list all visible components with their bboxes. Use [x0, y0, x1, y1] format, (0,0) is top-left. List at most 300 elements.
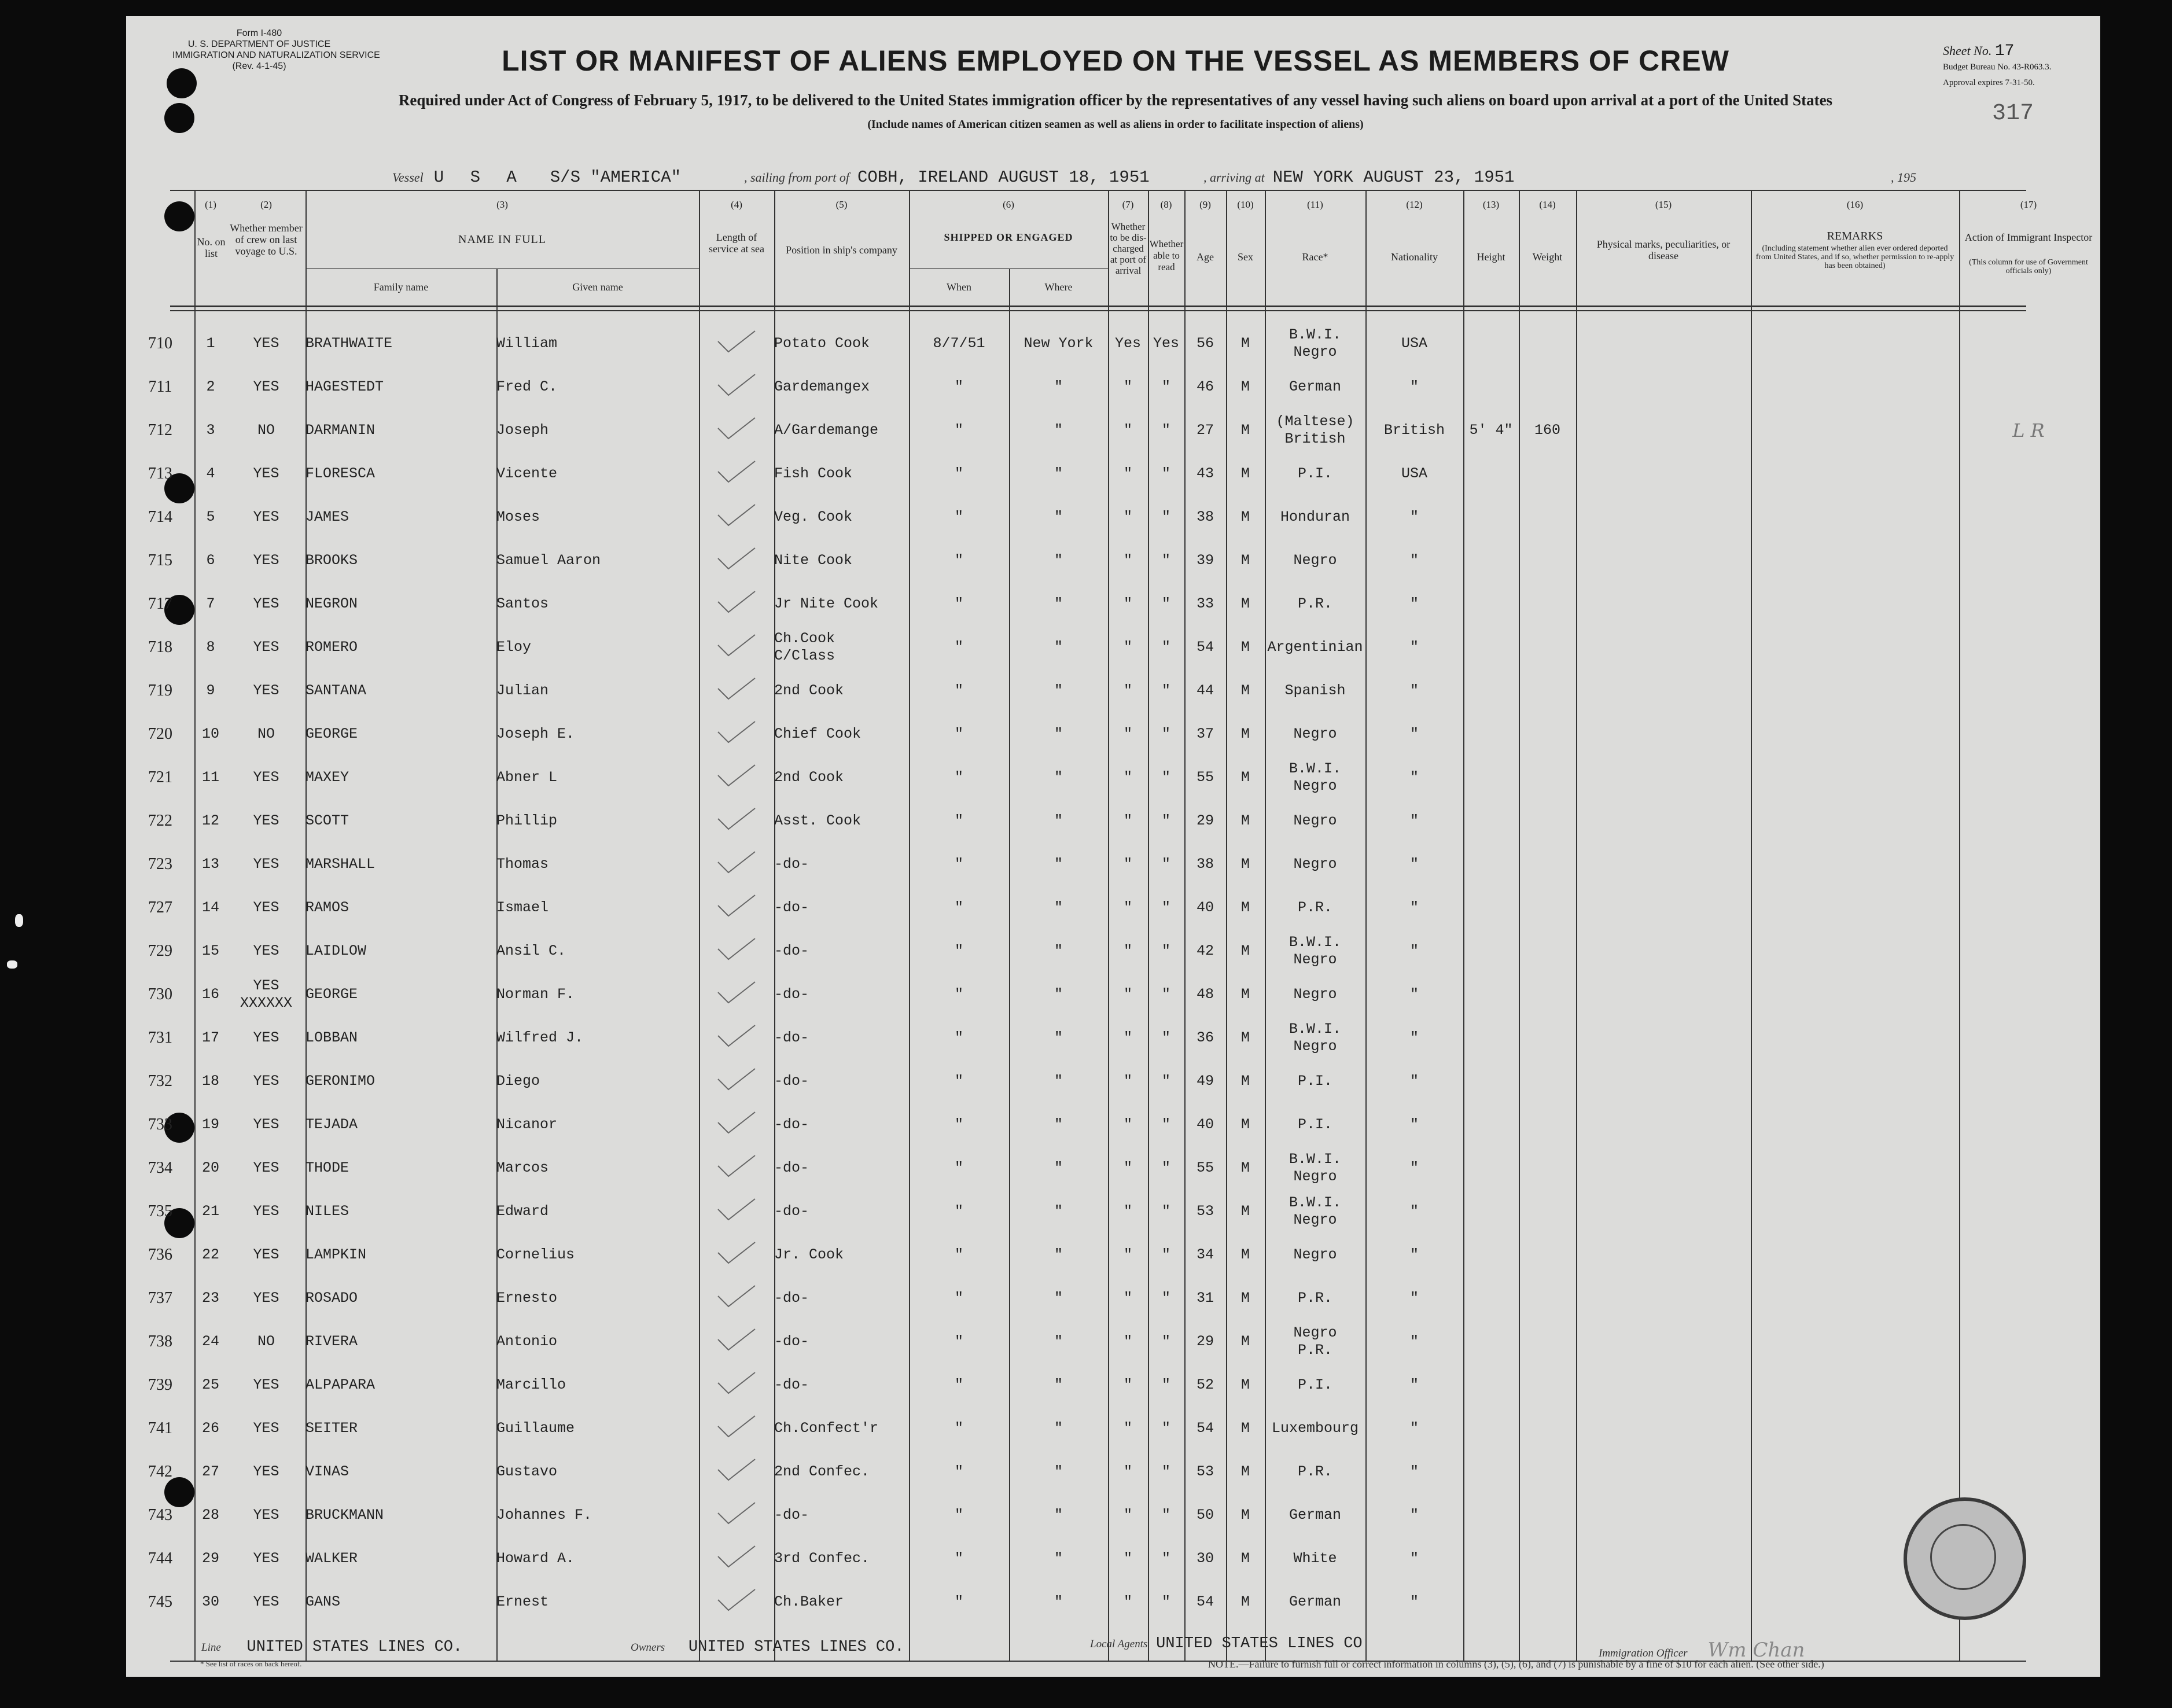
given-name: Wilfred J. — [496, 1029, 584, 1046]
when-shipped: " — [954, 1290, 963, 1306]
prev-voyage: YES — [253, 1029, 279, 1046]
where-shipped-cell — [1009, 408, 1108, 452]
inspector-action-cell — [1959, 886, 2098, 929]
weight-cell — [1519, 1276, 1576, 1320]
race: B.W.I. Negro — [1289, 1194, 1341, 1228]
nationality-cell — [1365, 1493, 1463, 1537]
service-check-cell — [699, 1450, 774, 1493]
form-identifier: Form I-480 U. S. DEPARTMENT OF JUSTICE IMMIGRATION AND NATURALIZATION SERVICE (Rev. 4-1-45) — [172, 28, 380, 71]
able-to-read: " — [1161, 595, 1170, 612]
able-to-read: " — [1161, 1463, 1170, 1480]
table-row — [126, 1059, 2098, 1103]
nationality: British — [1383, 422, 1445, 439]
sex: M — [1240, 1159, 1250, 1176]
sex-cell — [1226, 1580, 1265, 1624]
when-shipped-cell — [909, 1233, 1009, 1276]
position: -do- — [774, 1376, 809, 1393]
family-name: FLORESCA — [305, 465, 376, 482]
when-shipped: " — [954, 1507, 963, 1523]
prev-voyage: YES — [253, 899, 279, 916]
col-1-header: No. on list — [197, 236, 226, 259]
able-to-read-cell — [1148, 669, 1184, 712]
position: Gardemangex — [774, 378, 870, 395]
discharged: " — [1123, 726, 1132, 742]
prev-voyage-cell — [227, 842, 305, 886]
age: 40 — [1196, 1116, 1214, 1133]
height-cell — [1463, 539, 1519, 582]
where-shipped: " — [1054, 812, 1063, 829]
family-name-cell — [305, 582, 496, 625]
discharged: " — [1123, 378, 1132, 395]
inspector-action-cell — [1959, 625, 2098, 669]
list-number-cell — [194, 539, 227, 582]
given-name-cell — [496, 973, 699, 1016]
where-shipped: " — [1054, 986, 1063, 1003]
position: Ch.Cook C/Class — [774, 630, 835, 664]
where-shipped: " — [1054, 943, 1063, 959]
list-number: 2 — [206, 378, 215, 395]
discharged: " — [1123, 1116, 1132, 1133]
service-check-cell — [699, 1320, 774, 1363]
service-check-cell — [699, 1537, 774, 1580]
col-13-header: Height — [1477, 251, 1505, 263]
where-shipped-cell — [1009, 1146, 1108, 1190]
family-name: MARSHALL — [305, 856, 376, 873]
check-mark-icon — [716, 806, 757, 831]
table-row — [126, 799, 2098, 842]
discharged-cell — [1108, 799, 1148, 842]
age-cell — [1184, 495, 1226, 539]
when-shipped: " — [954, 1116, 963, 1133]
list-number: 17 — [201, 1029, 219, 1046]
list-number: 29 — [201, 1550, 219, 1567]
nationality-cell — [1365, 886, 1463, 929]
list-number: 3 — [206, 422, 215, 439]
discharged-cell — [1108, 582, 1148, 625]
age-cell — [1184, 365, 1226, 408]
position: -do- — [774, 1290, 809, 1306]
check-mark-icon — [716, 1023, 757, 1048]
physical-marks-cell — [1576, 495, 1751, 539]
ref-number-cell — [126, 1363, 194, 1407]
inspector-action-cell — [1959, 582, 2098, 625]
check-mark-icon — [716, 763, 757, 788]
prev-voyage: YES — [253, 509, 279, 525]
nationality-cell — [1365, 1103, 1463, 1146]
race-cell — [1265, 1407, 1365, 1450]
ref-number: 727 — [148, 898, 172, 916]
ref-number: 737 — [148, 1289, 172, 1307]
table-row — [126, 1146, 2098, 1190]
position-cell — [774, 756, 909, 799]
col-1-number: (1) — [205, 199, 216, 210]
position-cell — [774, 1016, 909, 1059]
when-shipped-cell — [909, 452, 1009, 495]
nationality-cell — [1365, 712, 1463, 756]
remarks-cell — [1751, 842, 1959, 886]
when-shipped-cell — [909, 1059, 1009, 1103]
age-cell — [1184, 408, 1226, 452]
weight-cell — [1519, 1233, 1576, 1276]
where-shipped: " — [1054, 552, 1063, 569]
race-cell — [1265, 1233, 1365, 1276]
table-row — [126, 1407, 2098, 1450]
sex-cell — [1226, 1016, 1265, 1059]
prev-voyage-cell — [227, 1363, 305, 1407]
given-name-cell — [496, 842, 699, 886]
discharged-cell — [1108, 495, 1148, 539]
position: 2nd Confec. — [774, 1463, 870, 1480]
sheet-info: Sheet No. 17 Budget Bureau No. 43-R063.3. Approval expires 7-31-50. — [1943, 42, 2052, 87]
col-16-number: (16) — [1846, 199, 1864, 210]
given-name: Phillip — [496, 812, 558, 829]
position: -do- — [774, 943, 809, 959]
race-cell — [1265, 756, 1365, 799]
list-number: 7 — [206, 595, 215, 612]
when-shipped: " — [954, 1333, 963, 1350]
inspector-action-cell — [1959, 1190, 2098, 1233]
nationality: " — [1409, 595, 1419, 612]
prev-voyage-cell — [227, 886, 305, 929]
position-cell — [774, 322, 909, 365]
when-shipped: " — [954, 682, 963, 699]
service-check-cell — [699, 1146, 774, 1190]
weight-cell — [1519, 842, 1576, 886]
remarks-cell — [1751, 886, 1959, 929]
able-to-read-cell — [1148, 1059, 1184, 1103]
list-number-cell — [194, 1276, 227, 1320]
age: 29 — [1196, 1333, 1214, 1350]
where-shipped: New York — [1024, 335, 1094, 352]
able-to-read: " — [1161, 378, 1170, 395]
table-row — [126, 1363, 2098, 1407]
footer-agents: Local Agents UNITED STATES LINES CO — [1090, 1635, 1363, 1652]
nationality: " — [1409, 1029, 1419, 1046]
race-cell — [1265, 1493, 1365, 1537]
when-shipped: " — [954, 1550, 963, 1567]
height-cell — [1463, 1016, 1519, 1059]
where-shipped-cell — [1009, 1233, 1108, 1276]
sex: M — [1240, 1420, 1250, 1437]
where-shipped-cell — [1009, 1580, 1108, 1624]
position: -do- — [774, 1029, 809, 1046]
list-number-cell — [194, 1537, 227, 1580]
when-shipped: " — [954, 465, 963, 482]
age: 54 — [1196, 639, 1214, 656]
given-name-cell — [496, 799, 699, 842]
position-cell — [774, 1450, 909, 1493]
scan-speck — [15, 914, 23, 927]
check-mark-icon — [716, 980, 757, 1005]
check-mark-icon — [716, 1153, 757, 1179]
physical-marks-cell — [1576, 1580, 1751, 1624]
prev-voyage: YES — [253, 552, 279, 569]
discharged-cell — [1108, 539, 1148, 582]
able-to-read-cell — [1148, 539, 1184, 582]
height-cell — [1463, 1190, 1519, 1233]
discharged: Yes — [1114, 335, 1141, 352]
nationality-cell — [1365, 1537, 1463, 1580]
list-number: 27 — [201, 1463, 219, 1480]
race: P.R. — [1297, 1290, 1332, 1306]
inspector-action-cell — [1959, 929, 2098, 973]
ref-number: 720 — [148, 724, 172, 743]
ref-number-cell — [126, 1407, 194, 1450]
ref-number: 730 — [148, 985, 172, 1003]
ref-number: 744 — [148, 1549, 172, 1567]
check-mark-icon — [716, 329, 757, 354]
able-to-read-cell — [1148, 1190, 1184, 1233]
physical-marks-cell — [1576, 322, 1751, 365]
race-cell — [1265, 408, 1365, 452]
sex: M — [1240, 1073, 1250, 1089]
able-to-read-cell — [1148, 582, 1184, 625]
where-header: Where — [1044, 281, 1073, 293]
ref-number: 732 — [148, 1072, 172, 1090]
where-shipped-cell — [1009, 1103, 1108, 1146]
sex-cell — [1226, 322, 1265, 365]
col-2-number: (2) — [260, 199, 272, 210]
when-shipped: " — [954, 1376, 963, 1393]
age: 54 — [1196, 1593, 1214, 1610]
family-name-cell — [305, 1580, 496, 1624]
height-cell — [1463, 582, 1519, 625]
remarks-cell — [1751, 452, 1959, 495]
nationality-cell — [1365, 1233, 1463, 1276]
sex-cell — [1226, 973, 1265, 1016]
family-name: VINAS — [305, 1463, 349, 1480]
race: P.I. — [1297, 1073, 1332, 1089]
punch-hole — [167, 68, 197, 98]
official-seal — [1904, 1497, 2026, 1620]
prev-voyage: YES — [253, 1550, 279, 1567]
family-name-cell — [305, 756, 496, 799]
list-number-cell — [194, 669, 227, 712]
given-name-cell — [496, 452, 699, 495]
age: 29 — [1196, 812, 1214, 829]
height-cell — [1463, 669, 1519, 712]
given-name: Abner L — [496, 769, 558, 786]
list-number: 14 — [201, 899, 219, 916]
table-row — [126, 929, 2098, 973]
sex: M — [1240, 1203, 1250, 1220]
weight-cell — [1519, 799, 1576, 842]
where-shipped-cell — [1009, 973, 1108, 1016]
weight-cell — [1519, 495, 1576, 539]
where-shipped-cell — [1009, 669, 1108, 712]
family-name-cell — [305, 1059, 496, 1103]
family-name: LAIDLOW — [305, 943, 367, 959]
position: Nite Cook — [774, 552, 853, 569]
given-name: Gustavo — [496, 1463, 558, 1480]
discharged-cell — [1108, 886, 1148, 929]
discharged-cell — [1108, 365, 1148, 408]
weight-cell — [1519, 886, 1576, 929]
height-cell — [1463, 1407, 1519, 1450]
service-check-cell — [699, 408, 774, 452]
where-shipped-cell — [1009, 756, 1108, 799]
check-mark-icon — [716, 719, 757, 745]
nationality: " — [1409, 1116, 1419, 1133]
position-cell — [774, 842, 909, 886]
prev-voyage: YES — [253, 1290, 279, 1306]
position-cell — [774, 1493, 909, 1537]
col-11-number: (11) — [1307, 199, 1323, 210]
discharged: " — [1123, 1507, 1132, 1523]
prev-voyage-cell — [227, 1407, 305, 1450]
inspector-action-cell — [1959, 1407, 2098, 1450]
able-to-read-cell — [1148, 799, 1184, 842]
family-name: DARMANIN — [305, 422, 376, 439]
nationality-cell — [1365, 1450, 1463, 1493]
ref-number: 714 — [148, 507, 172, 526]
able-to-read: " — [1161, 639, 1170, 656]
race: P.I. — [1297, 465, 1332, 482]
family-name-cell — [305, 842, 496, 886]
discharged: " — [1123, 812, 1132, 829]
age: 36 — [1196, 1029, 1214, 1046]
prev-voyage-cell — [227, 669, 305, 712]
year-label: , 195 — [1891, 170, 1916, 185]
prev-voyage-cell — [227, 1059, 305, 1103]
where-shipped: " — [1054, 1376, 1063, 1393]
inspector-action-cell — [1959, 322, 2098, 365]
remarks-cell — [1751, 1276, 1959, 1320]
prev-voyage: YES — [253, 1420, 279, 1437]
sex: M — [1240, 335, 1250, 352]
table-row — [126, 452, 2098, 495]
position-cell — [774, 1363, 909, 1407]
prev-voyage: YES — [253, 812, 279, 829]
service-check-cell — [699, 365, 774, 408]
age: 53 — [1196, 1203, 1214, 1220]
age: 43 — [1196, 465, 1214, 482]
inspector-action-cell — [1959, 452, 2098, 495]
age: 52 — [1196, 1376, 1214, 1393]
list-number: 13 — [201, 856, 219, 873]
able-to-read: Yes — [1153, 335, 1179, 352]
race-cell — [1265, 1146, 1365, 1190]
ref-number: 712 — [148, 421, 172, 439]
family-name-cell — [305, 1537, 496, 1580]
sex: M — [1240, 378, 1250, 395]
family-name: SEITER — [305, 1420, 358, 1437]
age: 54 — [1196, 1420, 1214, 1437]
weight-cell — [1519, 712, 1576, 756]
when-shipped-cell — [909, 495, 1009, 539]
race: (Maltese) British — [1276, 413, 1354, 447]
family-name-cell — [305, 452, 496, 495]
sex-cell — [1226, 1233, 1265, 1276]
list-number-cell — [194, 1320, 227, 1363]
race-cell — [1265, 365, 1365, 408]
ref-number-cell — [126, 886, 194, 929]
service-check-cell — [699, 756, 774, 799]
able-to-read: " — [1161, 1333, 1170, 1350]
family-name-cell — [305, 1276, 496, 1320]
position-cell — [774, 1190, 909, 1233]
family-name: GEORGE — [305, 986, 358, 1003]
nationality-cell — [1365, 495, 1463, 539]
service-check-cell — [699, 322, 774, 365]
weight-cell — [1519, 1363, 1576, 1407]
physical-marks-cell — [1576, 1320, 1751, 1363]
ref-number: 738 — [148, 1332, 172, 1350]
when-shipped-cell — [909, 842, 1009, 886]
nationality-cell — [1365, 452, 1463, 495]
list-number-cell — [194, 712, 227, 756]
height-cell — [1463, 408, 1519, 452]
nationality: " — [1409, 1333, 1419, 1350]
age: 44 — [1196, 682, 1214, 699]
race-cell — [1265, 1580, 1365, 1624]
col-10-number: (10) — [1237, 199, 1254, 210]
col-5-number: (5) — [835, 199, 848, 210]
able-to-read-cell — [1148, 1493, 1184, 1537]
given-name: Nicanor — [496, 1116, 558, 1133]
service-check-cell — [699, 1493, 774, 1537]
given-name-cell — [496, 539, 699, 582]
prev-voyage-cell — [227, 1276, 305, 1320]
ref-number: 745 — [148, 1592, 172, 1611]
sex: M — [1240, 1463, 1250, 1480]
remarks-cell — [1751, 365, 1959, 408]
when-shipped-cell — [909, 322, 1009, 365]
prev-voyage: YES — [253, 1159, 279, 1176]
remarks-cell — [1751, 1363, 1959, 1407]
age-cell — [1184, 1450, 1226, 1493]
nationality-cell — [1365, 539, 1463, 582]
age-cell — [1184, 886, 1226, 929]
list-number: 16 — [201, 986, 219, 1003]
able-to-read-cell — [1148, 322, 1184, 365]
remarks-cell — [1751, 1450, 1959, 1493]
check-mark-icon — [716, 1544, 757, 1569]
nationality-cell — [1365, 973, 1463, 1016]
remarks-cell — [1751, 712, 1959, 756]
sex-cell — [1226, 669, 1265, 712]
family-name-cell — [305, 799, 496, 842]
prev-voyage: YES — [253, 1376, 279, 1393]
prev-voyage-cell — [227, 322, 305, 365]
physical-marks-cell — [1576, 625, 1751, 669]
weight-cell — [1519, 1320, 1576, 1363]
col-17-header: Action of Immigrant Inspector — [1964, 231, 2093, 243]
inspector-action-cell — [1959, 408, 2098, 452]
when-shipped: 8/7/51 — [933, 335, 985, 352]
family-name-cell — [305, 929, 496, 973]
prev-voyage: YES — [253, 682, 279, 699]
position: -do- — [774, 899, 809, 916]
sex: M — [1240, 943, 1250, 959]
nationality: " — [1409, 726, 1419, 742]
given-name: Moses — [496, 509, 540, 525]
age: 55 — [1196, 769, 1214, 786]
ref-number-cell — [126, 1320, 194, 1363]
race: Honduran — [1280, 509, 1350, 525]
given-name: Samuel Aaron — [496, 552, 601, 569]
prev-voyage-cell — [227, 1016, 305, 1059]
list-number-cell — [194, 452, 227, 495]
given-name: Cornelius — [496, 1246, 575, 1263]
able-to-read: " — [1161, 1507, 1170, 1523]
col-6-header: SHIPPED OR ENGAGED — [944, 231, 1073, 243]
height-cell — [1463, 756, 1519, 799]
family-name-cell — [305, 322, 496, 365]
height-cell — [1463, 1103, 1519, 1146]
discharged: " — [1123, 1463, 1132, 1480]
age: 49 — [1196, 1073, 1214, 1089]
